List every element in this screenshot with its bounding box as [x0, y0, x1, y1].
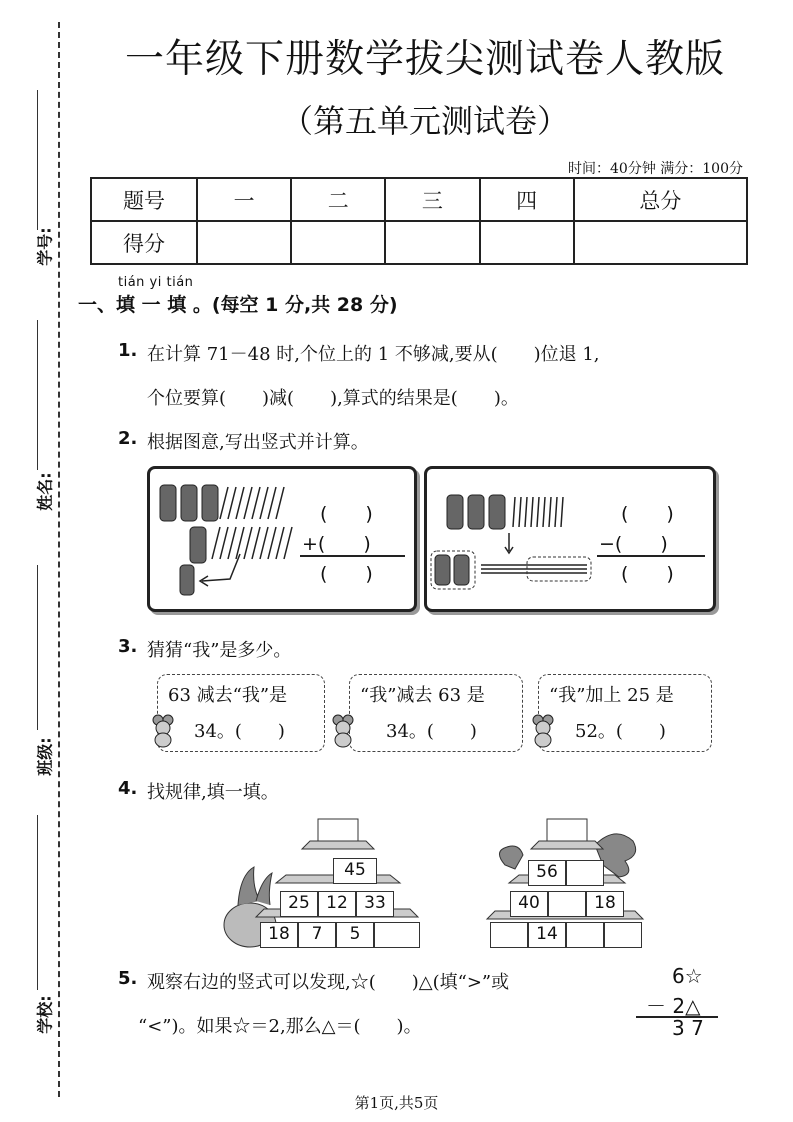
- page-subtitle: （第五单元测试卷）: [280, 102, 569, 140]
- mouse-icon: [530, 714, 556, 748]
- section-pinyin: tián yi tián: [118, 275, 194, 290]
- bundled-sticks-illustration: [427, 469, 607, 609]
- guess-box-3: [538, 674, 712, 752]
- school-line: [37, 815, 38, 990]
- guess-box-2-line-1: “我”减去 63 是: [360, 685, 485, 706]
- student-id-line: [37, 90, 38, 230]
- question-number: 2.: [118, 428, 138, 449]
- score-cell[interactable]: [385, 221, 479, 264]
- header-cell: 四: [480, 178, 574, 221]
- vertical-calc-mid: － 2△: [646, 994, 701, 1018]
- question-3-text: 猜猜“我”是多少。: [147, 640, 292, 661]
- guess-box-1: [157, 674, 325, 752]
- right-pyramid-cell-blank[interactable]: [566, 860, 604, 886]
- vertical-calc-result: 3 7: [672, 1016, 704, 1040]
- blank-difference[interactable]: ( ): [621, 563, 674, 585]
- question-1-line-1: 在计算 71－48 时,个位上的 1 不够减,要从( )位退 1,: [147, 344, 600, 365]
- header-cell: 总分: [574, 178, 747, 221]
- difference-line: [597, 555, 705, 557]
- score-table-header-row: [91, 178, 747, 221]
- question-2-text: 根据图意,写出竖式并计算。: [147, 432, 369, 453]
- score-cell[interactable]: [480, 221, 574, 264]
- right-pyramid-cell: 40: [510, 891, 548, 917]
- guess-box-3-line-2[interactable]: 52。( ): [575, 721, 666, 742]
- blank-addend-1[interactable]: ( ): [320, 503, 373, 525]
- left-pyramid-cell: 12: [318, 891, 356, 917]
- blank-addend-2[interactable]: +( ): [302, 533, 371, 555]
- question-number: 5.: [118, 968, 138, 989]
- score-row-label: 得分: [91, 221, 197, 264]
- right-pyramid-cell-blank[interactable]: [548, 891, 586, 917]
- blank-sum[interactable]: ( ): [320, 563, 373, 585]
- guess-box-2: [349, 674, 523, 752]
- blank-minuend[interactable]: ( ): [621, 503, 674, 525]
- subtraction-figure-box: [424, 466, 716, 612]
- left-pyramid-cell: 5: [336, 922, 374, 948]
- right-pyramid-cell-blank[interactable]: [604, 922, 642, 948]
- question-4-text: 找规律,填一填。: [147, 782, 279, 803]
- section-heading: 一、填 一 填 。(每空 1 分,共 28 分): [78, 294, 398, 316]
- header-cell: 一: [197, 178, 291, 221]
- class-label: 班级:: [35, 737, 55, 776]
- page-title: 一年级下册数学拔尖测试卷人教版: [124, 37, 725, 82]
- exam-meta: 时间：40分钟 满分：100分: [568, 161, 743, 177]
- student-id-label: 学号:: [35, 227, 55, 266]
- question-5-line-1: 观察右边的竖式可以发现,☆( )△(填“>”或: [147, 972, 510, 993]
- header-cell: 三: [385, 178, 479, 221]
- left-pyramid-cell-blank[interactable]: [374, 922, 420, 948]
- left-pyramid-cell: 25: [280, 891, 318, 917]
- vertical-calc-top: 6☆: [672, 964, 703, 988]
- name-line: [37, 320, 38, 470]
- question-1-line-2: 个位要算( )减( ),算式的结果是( )。: [147, 388, 519, 409]
- left-pyramid-cell: 7: [298, 922, 336, 948]
- left-pyramid-cell: 33: [356, 891, 394, 917]
- blank-subtrahend[interactable]: −( ): [599, 533, 668, 555]
- name-label: 姓名:: [35, 472, 55, 511]
- right-pyramid-cell: 14: [528, 922, 566, 948]
- guess-box-1-line-2[interactable]: 34。( ): [194, 721, 285, 742]
- left-pyramid-cell: 18: [260, 922, 298, 948]
- guess-box-2-line-2[interactable]: 34。( ): [386, 721, 477, 742]
- score-table-score-row: [91, 221, 747, 264]
- sum-line: [300, 555, 405, 557]
- binding-dashed-line: [58, 22, 60, 1097]
- question-number: 3.: [118, 636, 138, 657]
- header-cell: 二: [291, 178, 385, 221]
- score-table: [90, 177, 748, 265]
- mouse-icon: [330, 714, 356, 748]
- question-5-line-2: “<”)。如果☆＝2,那么△＝( )。: [138, 1016, 422, 1037]
- school-label: 学校:: [35, 995, 55, 1034]
- mouse-icon: [150, 714, 176, 748]
- right-pyramid-cell: 56: [528, 860, 566, 886]
- question-number: 1.: [118, 340, 138, 361]
- right-pyramid-cell-blank[interactable]: [566, 922, 604, 948]
- score-cell[interactable]: [197, 221, 291, 264]
- score-cell[interactable]: [574, 221, 747, 264]
- class-line: [37, 565, 38, 730]
- right-pyramid-cell: 18: [586, 891, 624, 917]
- score-cell[interactable]: [291, 221, 385, 264]
- left-pyramid-cell: 45: [333, 858, 377, 884]
- page-footer: 第1页,共5页: [354, 1094, 439, 1112]
- addition-figure-box: [147, 466, 417, 612]
- right-pyramid-cell-blank[interactable]: [490, 922, 528, 948]
- header-cell: 题号: [91, 178, 197, 221]
- guess-box-1-line-1: 63 减去“我”是: [168, 685, 288, 706]
- question-number: 4.: [118, 778, 138, 799]
- guess-box-3-line-1: “我”加上 25 是: [549, 685, 674, 706]
